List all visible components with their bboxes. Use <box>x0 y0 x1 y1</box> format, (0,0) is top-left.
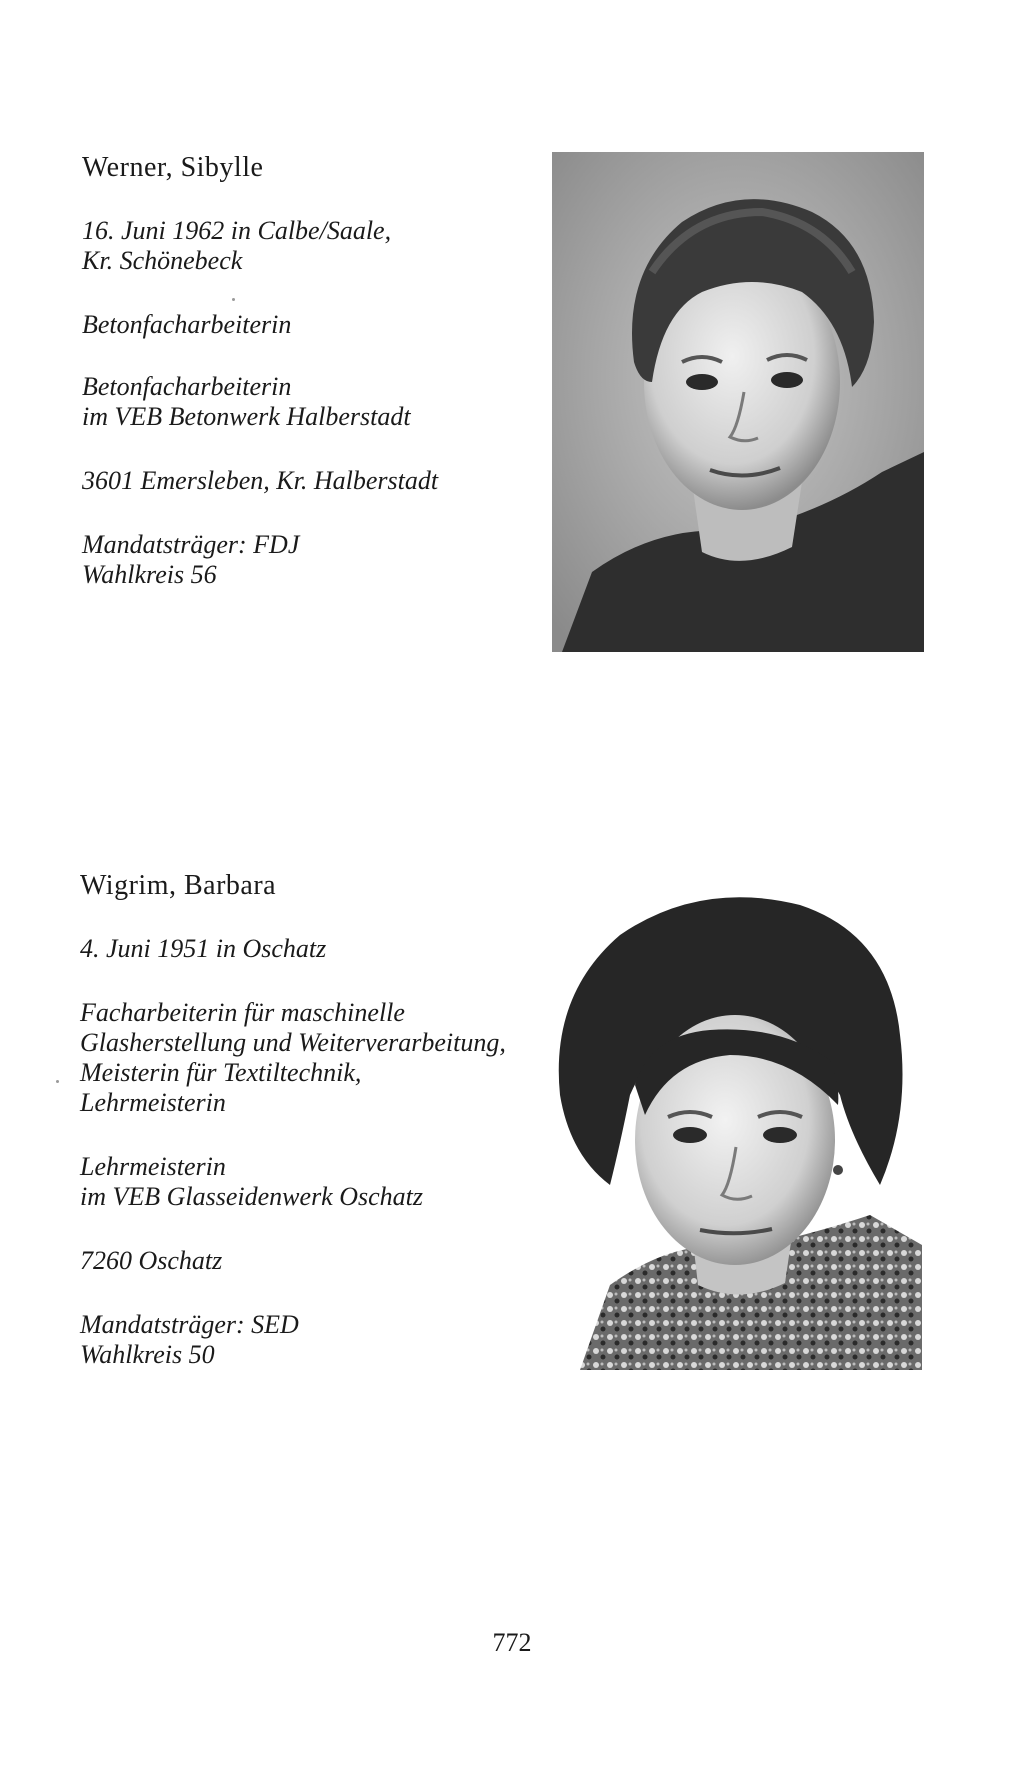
training-line: Betonfacharbeiterin <box>82 310 292 339</box>
portrait-photo <box>550 885 922 1370</box>
occupation-line: im VEB Glasseidenwerk Oschatz <box>80 1182 424 1211</box>
mandate-line: Wahlkreis 50 <box>80 1340 215 1369</box>
training-line: Glasherstellung und Weiterverarbeitung, <box>80 1028 506 1057</box>
address-line: 7260 Oschatz <box>80 1246 223 1275</box>
mandate-line: Mandatsträger: SED <box>80 1310 299 1339</box>
entry-name: Wigrim, Barbara <box>80 870 277 901</box>
mandate-line: Mandatsträger: FDJ <box>82 530 300 559</box>
entry-name: Werner, Sibylle <box>82 152 264 183</box>
mandate-line: Wahlkreis 56 <box>82 560 217 589</box>
birth-line: Kr. Schönebeck <box>82 246 243 275</box>
birth-line: 16. Juni 1962 in Calbe/Saale, <box>82 216 392 245</box>
occupation-line: im VEB Betonwerk Halberstadt <box>82 402 411 431</box>
birth-line: 4. Juni 1951 in Oschatz <box>80 934 327 963</box>
scan-speck <box>232 298 235 301</box>
address-line: 3601 Emersleben, Kr. Halberstadt <box>82 466 439 495</box>
training-line: Lehrmeisterin <box>80 1088 226 1117</box>
training-line: Meisterin für Textiltechnik, <box>80 1058 362 1087</box>
occupation-line: Betonfacharbeiterin <box>82 372 292 401</box>
training-line: Facharbeiterin für maschinelle <box>80 998 405 1027</box>
occupation-line: Lehrmeisterin <box>80 1152 226 1181</box>
scan-speck <box>56 1080 59 1083</box>
page-number: 772 <box>492 1628 532 1657</box>
